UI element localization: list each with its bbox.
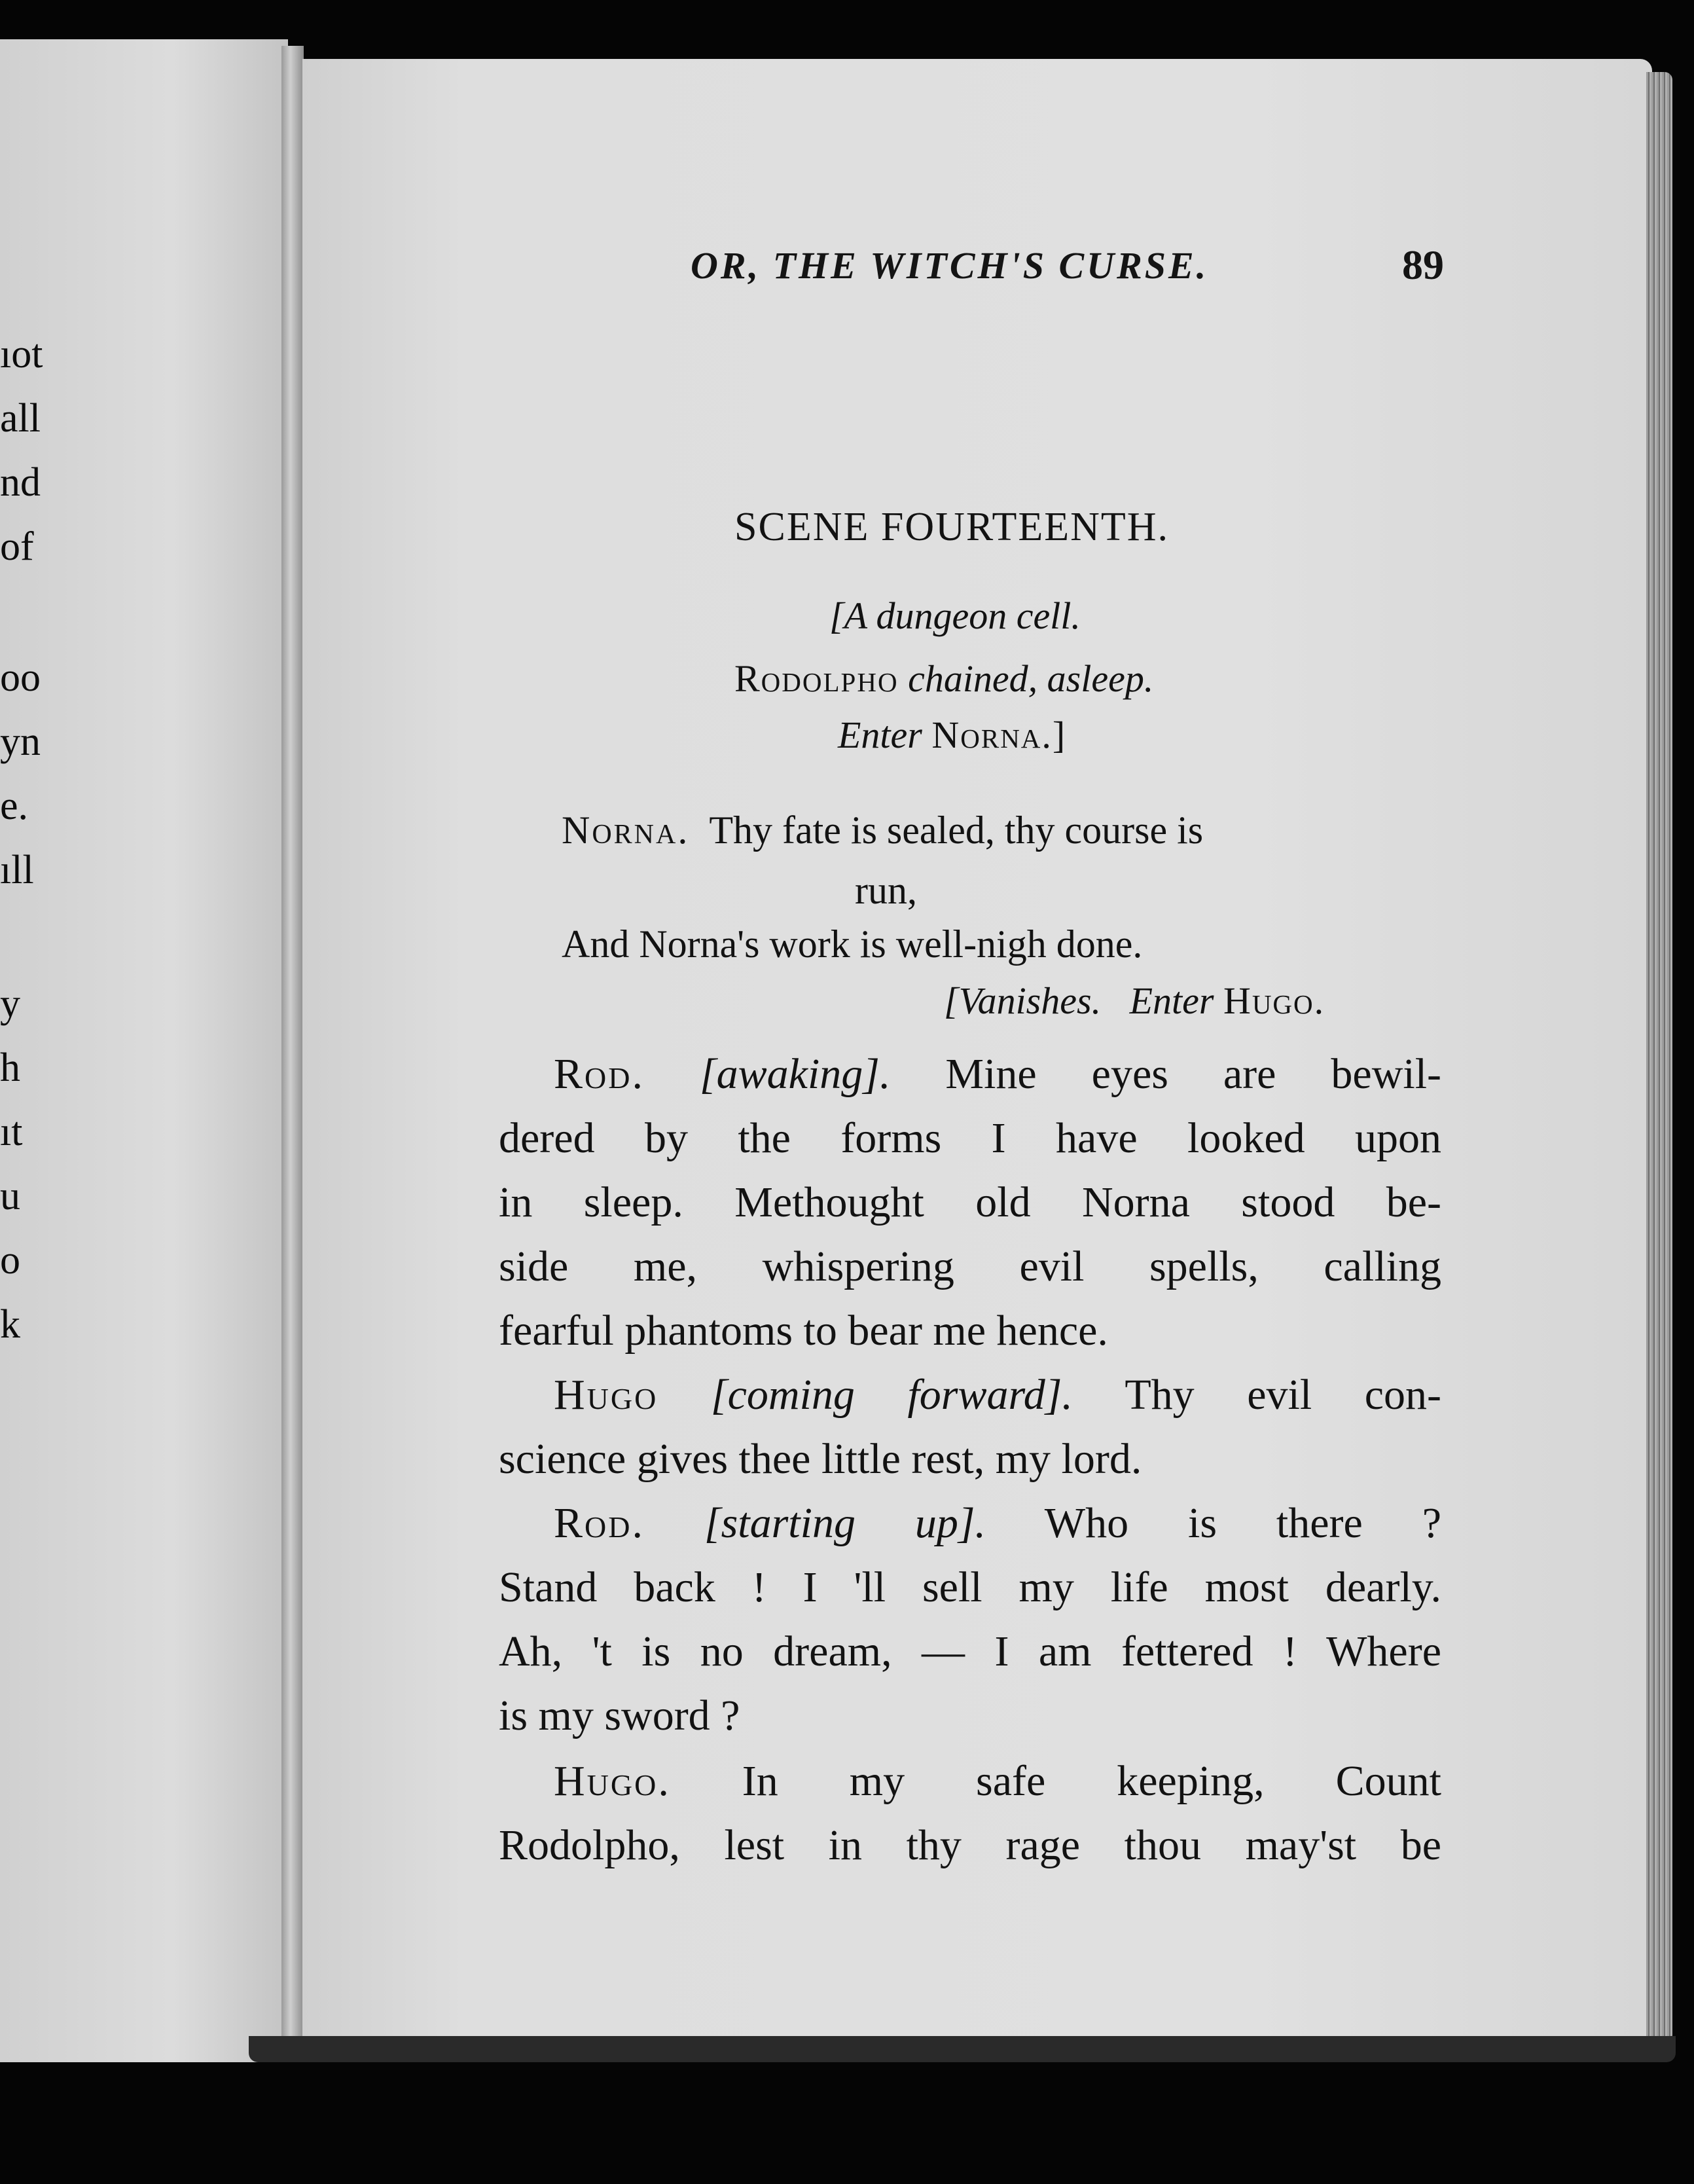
page-number: 89 (1402, 242, 1444, 288)
left-fragment: all (0, 396, 41, 441)
left-fragment: yn (0, 719, 41, 764)
dialogue-line: is my sword ? (499, 1692, 740, 1739)
left-fragment: ıt (0, 1110, 23, 1154)
left-fragment: ıll (0, 848, 34, 892)
page-edge (1646, 72, 1672, 2043)
stage-direction-line: Rodolpho chained, asleep. (734, 657, 1154, 700)
left-fragment: ıot (0, 332, 43, 376)
exit-direction: [Vanishes. Enter Hugo. (944, 979, 1325, 1022)
dialogue-line: side me, whispering evil spells, calling (499, 1243, 1441, 1290)
dialogue-line: Hugo. In my safe keeping, Count (554, 1757, 1441, 1805)
dialogue-line: Rodolpho, lest in thy rage thou may'st be (499, 1821, 1441, 1869)
norna-verse-line: And Norna's work is well-nigh done. (562, 922, 1143, 966)
norna-verse-continuation: run, (855, 869, 917, 912)
left-fragment: of (0, 524, 34, 569)
left-fragment: y (0, 981, 20, 1026)
dialogue-line: dered by the forms I have looked upon (499, 1114, 1441, 1162)
left-fragment: u (0, 1174, 20, 1218)
norna-verse-line: Norna. Thy fate is sealed, thy course is (562, 809, 1204, 852)
stage-direction-line: [A dungeon cell. (829, 594, 1081, 637)
left-fragment: nd (0, 460, 41, 505)
dialogue-line: fearful phantoms to bear me hence. (499, 1307, 1108, 1355)
left-fragment: o (0, 1238, 20, 1283)
dialogue-line: science gives thee little rest, my lord. (499, 1435, 1142, 1483)
left-page (0, 39, 288, 2062)
book-bottom-edge (249, 2036, 1676, 2062)
dialogue-line: Rod. [starting up]. Who is there ? (554, 1499, 1442, 1547)
left-fragment: e. (0, 784, 29, 828)
dialogue-line: Rod. [awaking]. Mine eyes are bewil- (554, 1050, 1442, 1098)
dialogue-line: Stand back ! I 'll sell my life most dearly. (499, 1563, 1441, 1611)
stage-direction-line: Enter Norna.] (838, 714, 1067, 756)
left-fragment: k (0, 1302, 20, 1347)
dialogue-line: Hugo [coming forward]. Thy evil con- (554, 1371, 1442, 1419)
scene-title: SCENE FOURTEENTH. (734, 505, 1170, 549)
running-head: OR, THE WITCH'S CURSE. (691, 244, 1209, 287)
left-fragment: h (0, 1046, 20, 1090)
left-fragment: oo (0, 655, 41, 700)
dialogue-line: Ah, 't is no dream, — I am fettered ! Where (499, 1628, 1441, 1675)
dialogue-line: in sleep. Methought old Norna stood be- (499, 1178, 1441, 1226)
book-gutter (281, 46, 304, 2043)
